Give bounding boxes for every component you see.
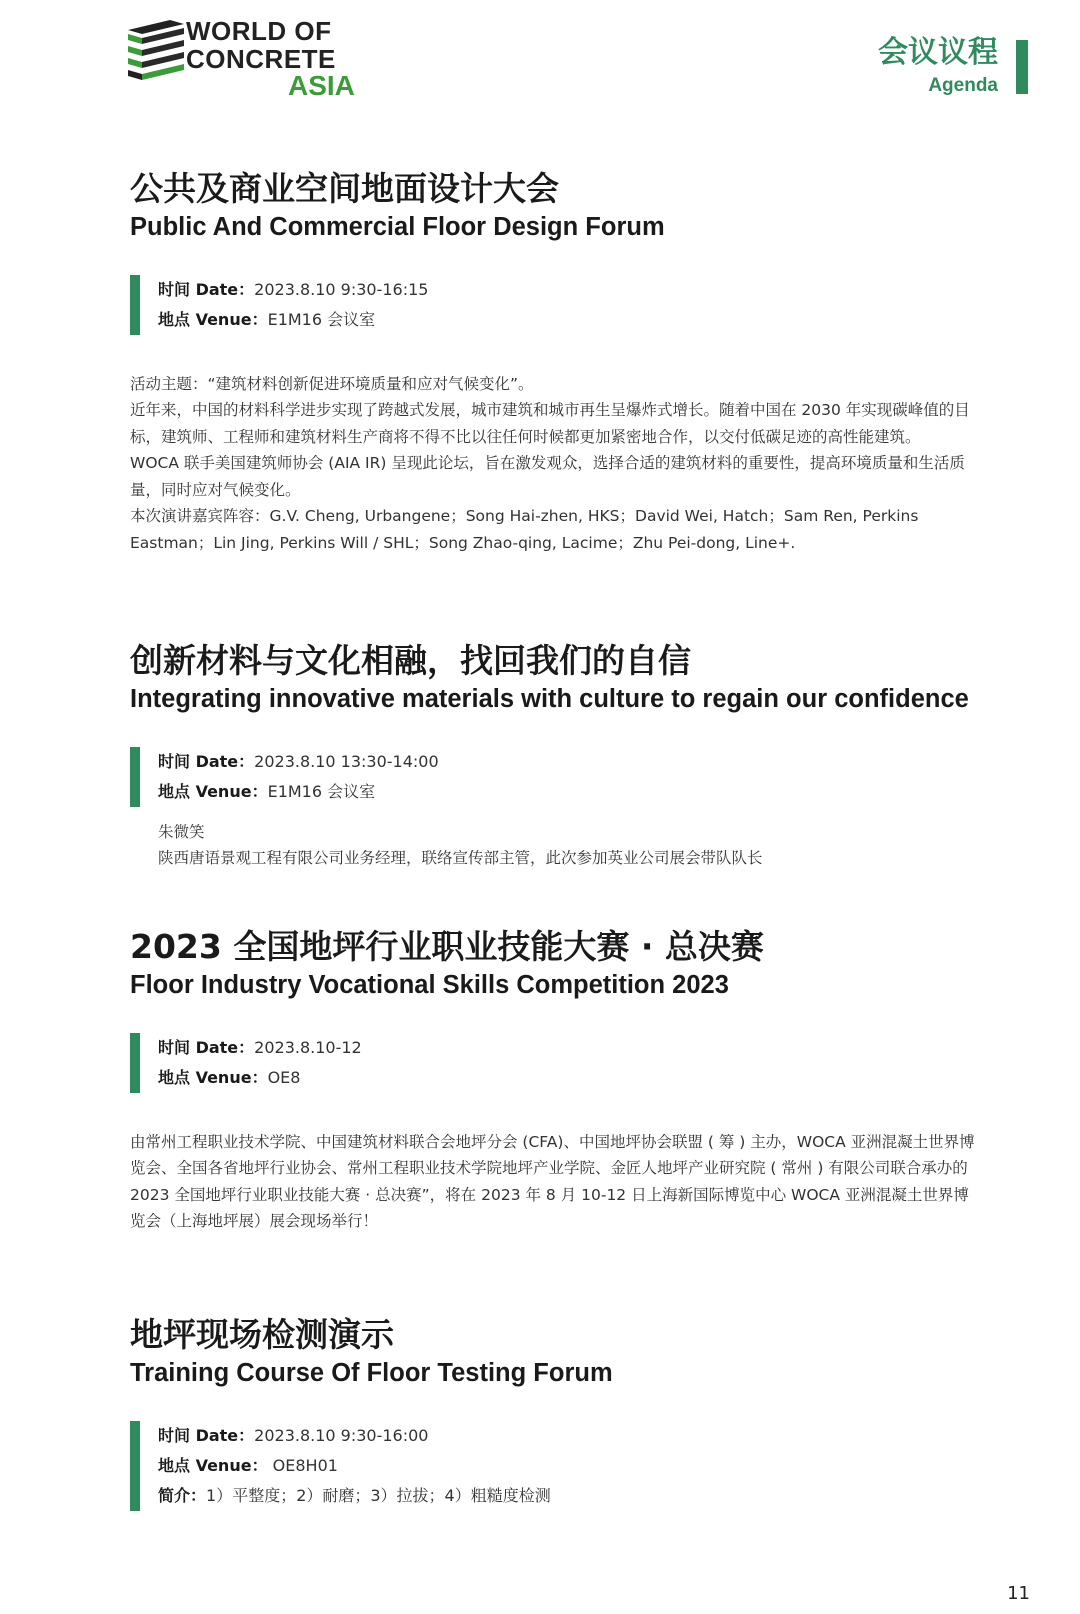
agenda-title-en: Agenda <box>928 75 998 96</box>
date-label: 时间 Date： <box>158 279 255 299</box>
date-label: 时间 Date： <box>158 751 255 771</box>
agenda-title-zh: 会议议程 <box>878 35 998 70</box>
speaker-name: 朱微笑 <box>158 822 205 841</box>
venue-label: 地点 Venue： <box>158 1455 268 1475</box>
intro-value: 1）平整度；2）耐磨；3）拉拔；4）粗糙度检测 <box>206 1485 551 1505</box>
session-title-zh: 公共及商业空间地面设计大会 <box>130 169 559 208</box>
session-venue <box>158 305 1030 335</box>
info-accent-bar <box>130 1421 140 1511</box>
info-accent-bar <box>130 275 140 335</box>
date-value: 2023.8.10-12 <box>254 1037 362 1057</box>
session-title-en: Public And Commercial Floor Design Forum <box>130 213 665 241</box>
date-value: 2023.8.10 9:30-16:15 <box>254 279 429 299</box>
description-paragraph: WOCA 联手美国建筑师协会 (AIA IR) 呈现此论坛，旨在激发观众，选择合适的建筑材料的重要性，提高环境质量和生活质量，同时应对气候变化。 <box>130 454 965 499</box>
session-public-commercial-floor-design <box>130 169 1030 556</box>
session-title-zh: 地坪现场检测演示 <box>130 1315 394 1354</box>
date-label: 时间 Date： <box>158 1037 255 1057</box>
date-value: 2023.8.10 13:30-14:00 <box>254 751 439 771</box>
venue-value: E1M16 会议室 <box>267 781 376 801</box>
date-label: 时间 Date： <box>158 1425 255 1445</box>
session-date <box>158 275 1030 305</box>
session-title-en: Training Course Of Floor Testing Forum <box>130 1359 613 1387</box>
session-info-block <box>130 747 1030 807</box>
info-accent-bar <box>130 747 140 807</box>
logo-line-2: CONCRETE <box>186 44 336 74</box>
session-info-block <box>130 1033 1030 1093</box>
description-paragraph: 本次演讲嘉宾阵容：G.V. Cheng, Urbangene；Song Hai-zhen, HKS；David Wei, Hatch；Sam Ren, Perkins Eastman；Lin Jing, Perkins Will / SHL；Song Zhao-qing, Lacime；Zhu Pei-dong, Line+. <box>130 507 919 552</box>
session-date <box>158 747 1030 777</box>
session-info-block <box>130 275 1030 335</box>
logo-line-3: ASIA <box>288 70 355 101</box>
intro-label: 简介： <box>158 1485 207 1505</box>
session-venue <box>158 777 1030 807</box>
session-date <box>158 1033 1030 1063</box>
page-number: 11 <box>1007 1583 1030 1604</box>
description-paragraph: 近年来，中国的材料科学进步实现了跨越式发展，城市建筑和城市再生呈爆炸式增长。随着中国在 2030 年实现碳峰值的目标，建筑师、工程师和建筑材料生产商将不得不比以往任何时候都更加紧密地合作，以交付低碳足迹的高性能建筑。 <box>130 401 970 446</box>
venue-value: OE8 <box>267 1067 301 1087</box>
session-description <box>130 371 980 557</box>
session-innovative-materials-culture <box>130 641 1030 871</box>
session-description <box>130 1129 980 1235</box>
venue-label: 地点 Venue： <box>158 1067 268 1087</box>
description-paragraph: 由常州工程职业技术学院、中国建筑材料联合会地坪分会 (CFA)、中国地坪协会联盟 ( 筹 ) 主办，WOCA 亚洲混凝土世界博览会、全国各省地坪行业协会、常州工程职业技术学院地坪产业学院、金匠人地坪产业研究院 ( 常州 ) 有限公司联合承办的 2023 全国地坪行业职业技能大赛 · 总决赛”，将在 2023 年 8 月 10-12 日上海新国际博览中心 WOCA 亚洲混凝土世界博览会（上海地坪展）展会现场举行！ <box>130 1132 975 1230</box>
session-title-en: Integrating innovative materials with culture to regain our confidence <box>130 685 969 713</box>
date-value: 2023.8.10 9:30-16:00 <box>254 1425 429 1445</box>
agenda-accent-bar <box>1016 40 1028 94</box>
venue-label: 地点 Venue： <box>158 309 268 329</box>
info-accent-bar <box>130 1033 140 1093</box>
logo-line-1: WORLD OF <box>186 16 332 46</box>
session-venue <box>158 1063 1030 1093</box>
session-intro <box>158 1481 1030 1511</box>
session-title-en: Floor Industry Vocational Skills Competition 2023 <box>130 971 729 999</box>
speaker-bio: 陕西唐语景观工程有限公司业务经理，联络宣传部主管，此次参加英业公司展会带队队长 <box>158 848 763 867</box>
session-title-zh: 创新材料与文化相融，找回我们的自信 <box>130 641 691 680</box>
session-venue <box>158 1451 1030 1481</box>
session-title-zh: 2023 全国地坪行业职业技能大赛 · 总决赛 <box>130 927 764 966</box>
venue-value: OE8H01 <box>267 1455 338 1475</box>
venue-label: 地点 Venue： <box>158 781 268 801</box>
description-paragraph: 活动主题：“建筑材料创新促进环境质量和应对气候变化”。 <box>130 374 534 393</box>
speaker-block <box>130 819 1030 871</box>
venue-value: E1M16 会议室 <box>267 309 376 329</box>
concrete-layers-icon <box>128 20 184 82</box>
session-floor-skills-competition <box>130 927 1030 1235</box>
session-floor-testing-demo <box>130 1315 1030 1511</box>
world-of-concrete-logo <box>128 16 368 106</box>
session-info-block <box>130 1421 1030 1511</box>
session-date <box>158 1421 1030 1451</box>
